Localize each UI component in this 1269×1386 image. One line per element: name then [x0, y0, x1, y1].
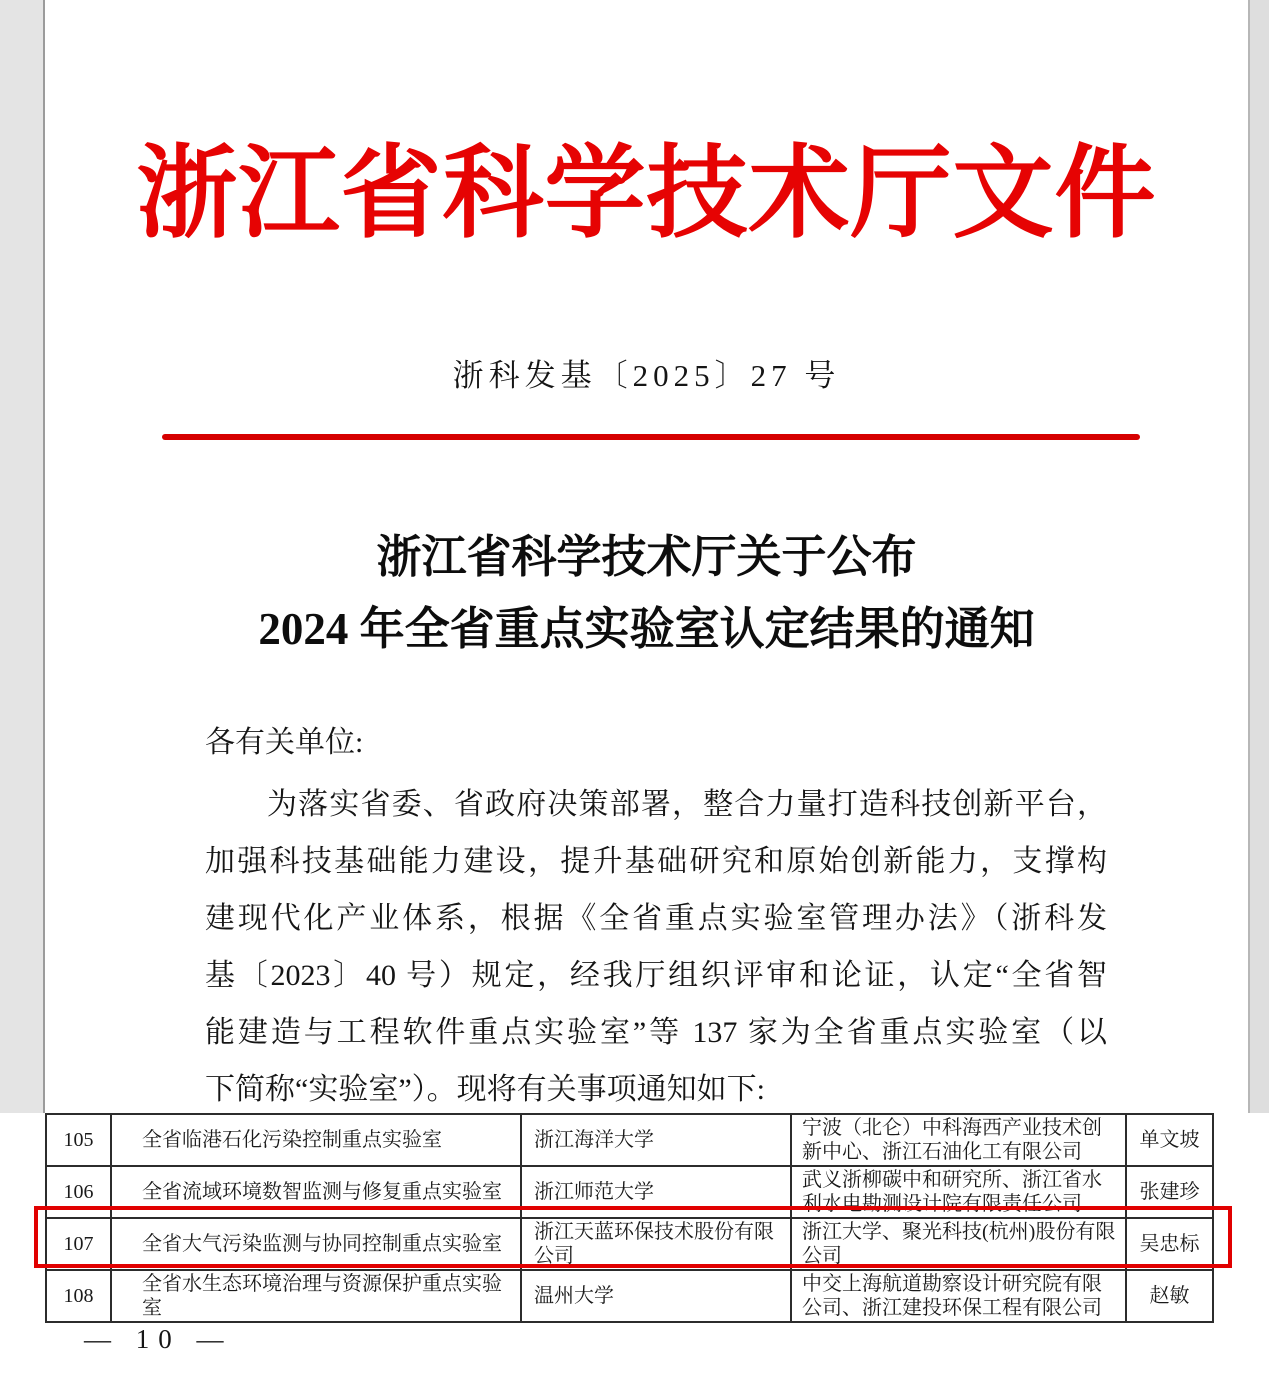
cell-partners: 中交上海航道勘察设计研究院有限公司、浙江建投环保工程有限公司 [791, 1270, 1126, 1322]
cell-support-unit: 浙江师范大学 [521, 1166, 791, 1218]
cell-leader-name: 赵敏 [1126, 1270, 1213, 1322]
page-number: — 10 — [84, 1324, 233, 1354]
cell-support-unit: 浙江天蓝环保技术股份有限公司 [521, 1218, 791, 1270]
salutation: 各有关单位: [205, 726, 364, 759]
body-line: 基〔2023〕40 号）规定，经我厅组织评审和论证，认定“全省智 [205, 959, 1107, 992]
page-right-margin [1248, 0, 1269, 1113]
cell-leader-name: 张建珍 [1126, 1166, 1213, 1218]
notice-title-line-2: 2024 年全省重点实验室认定结果的通知 [258, 604, 1035, 654]
cell-lab-name: 全省水生态环境治理与资源保护重点实验室 [111, 1270, 521, 1322]
body-line: 下简称“实验室”）。现将有关事项通知如下: [205, 1073, 765, 1106]
cell-row-number: 106 [46, 1166, 111, 1218]
table-row-108 [46, 1270, 1213, 1322]
cell-row-number: 107 [46, 1218, 111, 1270]
cell-partners: 浙江大学、聚光科技(杭州)股份有限公司 [791, 1218, 1126, 1270]
cell-row-number: 108 [46, 1270, 111, 1322]
document-header-title: 浙江省科学技术厅文件 [136, 138, 1157, 250]
row-107-highlight-box [34, 1206, 1232, 1268]
cell-lab-name: 全省大气污染监测与协同控制重点实验室 [111, 1218, 521, 1270]
notice-title-line-1: 浙江省科学技术厅关于公布 [376, 532, 917, 582]
cell-leader-name: 吴忠标 [1126, 1218, 1213, 1270]
cell-partners: 武义浙柳碳中和研究所、浙江省水利水电勘测设计院有限责任公司 [791, 1166, 1126, 1218]
document-number: 浙科发基〔2025〕27 号 [452, 358, 841, 393]
body-line: 为落实省委、省政府决策部署，整合力量打造科技创新平台， [267, 788, 1107, 821]
cell-lab-name: 全省流域环境数智监测与修复重点实验室 [111, 1166, 521, 1218]
body-line: 建现代化产业体系，根据《全省重点实验室管理办法》（浙科发 [205, 902, 1107, 935]
page-left-margin [0, 0, 45, 1113]
cell-partners: 宁波（北仑）中科海西产业技术创新中心、浙江石油化工有限公司 [791, 1114, 1126, 1166]
cell-support-unit: 浙江海洋大学 [521, 1114, 791, 1166]
body-line: 加强科技基础能力建设，提升基础研究和原始创新能力，支撑构 [205, 845, 1107, 878]
cell-leader-name: 单文坡 [1126, 1114, 1213, 1166]
cell-lab-name: 全省临港石化污染控制重点实验室 [111, 1114, 521, 1166]
red-divider-line [162, 434, 1140, 440]
table-row-105 [46, 1114, 1213, 1166]
body-paragraph [205, 776, 1107, 1118]
cell-support-unit: 温州大学 [521, 1270, 791, 1322]
cell-row-number: 105 [46, 1114, 111, 1166]
body-line: 能建造与工程软件重点实验室”等 137 家为全省重点实验室（以 [205, 1016, 1107, 1049]
